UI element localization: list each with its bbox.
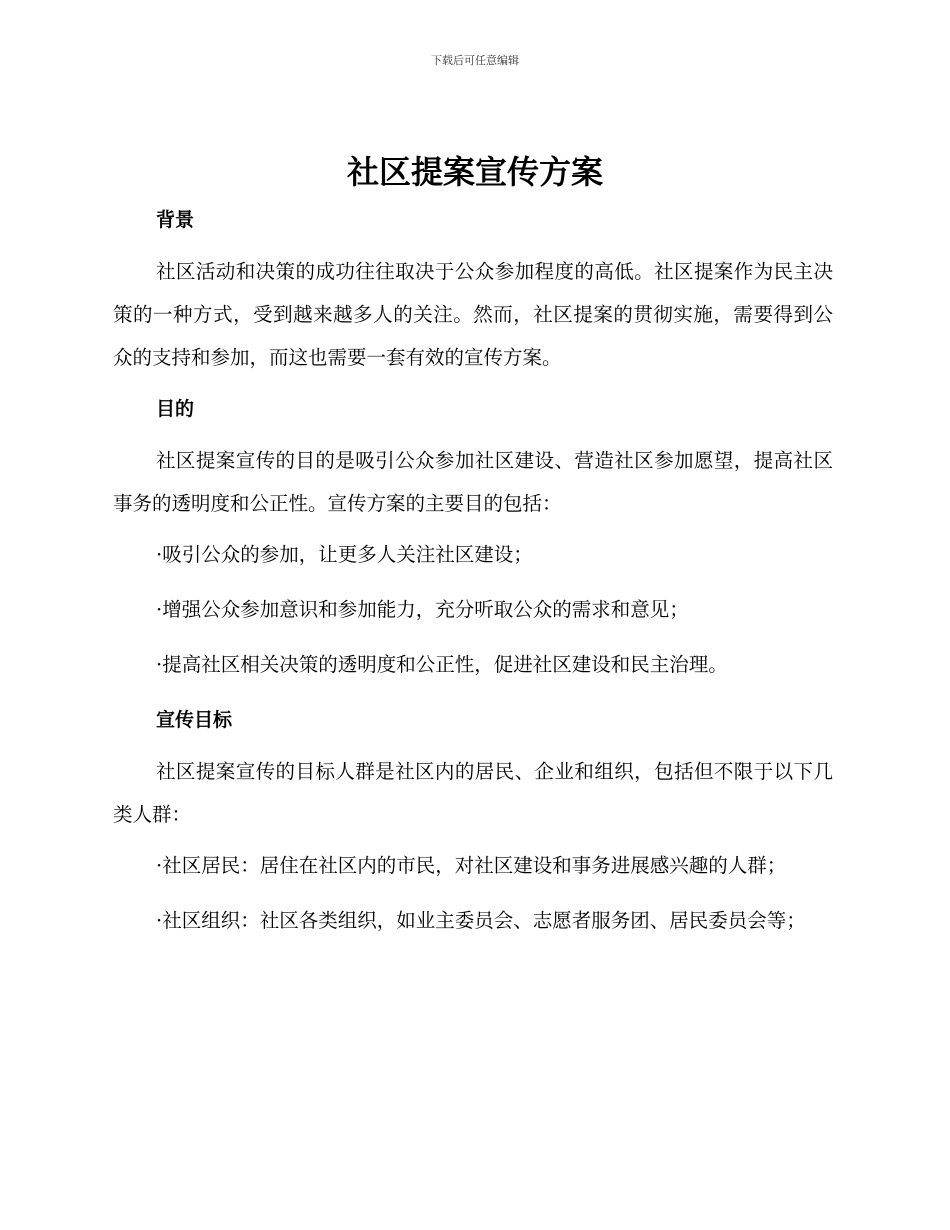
section-heading-background: 背景 bbox=[156, 209, 195, 231]
bullet-text: 社区居民：居住在社区内的市民，对社区建设和事务进展感兴趣的人群； bbox=[162, 854, 787, 877]
document-title: 社区提案宣传方案 bbox=[346, 153, 603, 191]
bullet-item bbox=[113, 533, 833, 576]
bullet-dot: · bbox=[156, 854, 163, 877]
bullet-dot: · bbox=[156, 543, 163, 566]
bullet-text: 社区组织：社区各类组织，如业主委员会、志愿者服务团、居民委员会等； bbox=[162, 909, 806, 932]
bullet-text: 提高社区相关决策的透明度和公正性，促进社区建设和民主治理。 bbox=[162, 653, 728, 676]
bullet-item bbox=[113, 899, 833, 942]
bullet-dot: · bbox=[156, 653, 163, 676]
bullet-item bbox=[113, 643, 833, 686]
bullet-item bbox=[113, 844, 833, 887]
section-heading-target: 宣传目标 bbox=[156, 709, 233, 731]
section-paragraph-target: 社区提案宣传的目标人群是社区内的居民、企业和组织，包括但不限于以下几类人群： bbox=[113, 760, 833, 826]
bullet-dot: · bbox=[156, 598, 163, 621]
section-paragraph-background: 社区活动和决策的成功往往取决于公众参加程度的高低。社区提案作为民主决策的一种方式，受到越来越多人的关注。然而，社区提案的贯彻实施，需要得到公众的支持和参加，而这也需要一套有效的宣传方案。 bbox=[113, 260, 833, 369]
section-paragraph-purpose: 社区提案宣传的目的是吸引公众参加社区建设、营造社区参加愿望，提高社区事务的透明度和公正性。宣传方案的主要目的包括： bbox=[113, 449, 833, 515]
bullet-dot: · bbox=[156, 909, 163, 932]
page-header-note: 下载后可任意编辑 bbox=[431, 54, 519, 67]
section-heading-purpose: 目的 bbox=[156, 398, 195, 420]
bullet-text: 吸引公众的参加，让更多人关注社区建设； bbox=[162, 543, 533, 566]
bullet-item bbox=[113, 588, 833, 631]
bullet-text: 增强公众参加意识和参加能力，充分听取公众的需求和意见； bbox=[162, 598, 689, 621]
document-body bbox=[113, 198, 833, 954]
